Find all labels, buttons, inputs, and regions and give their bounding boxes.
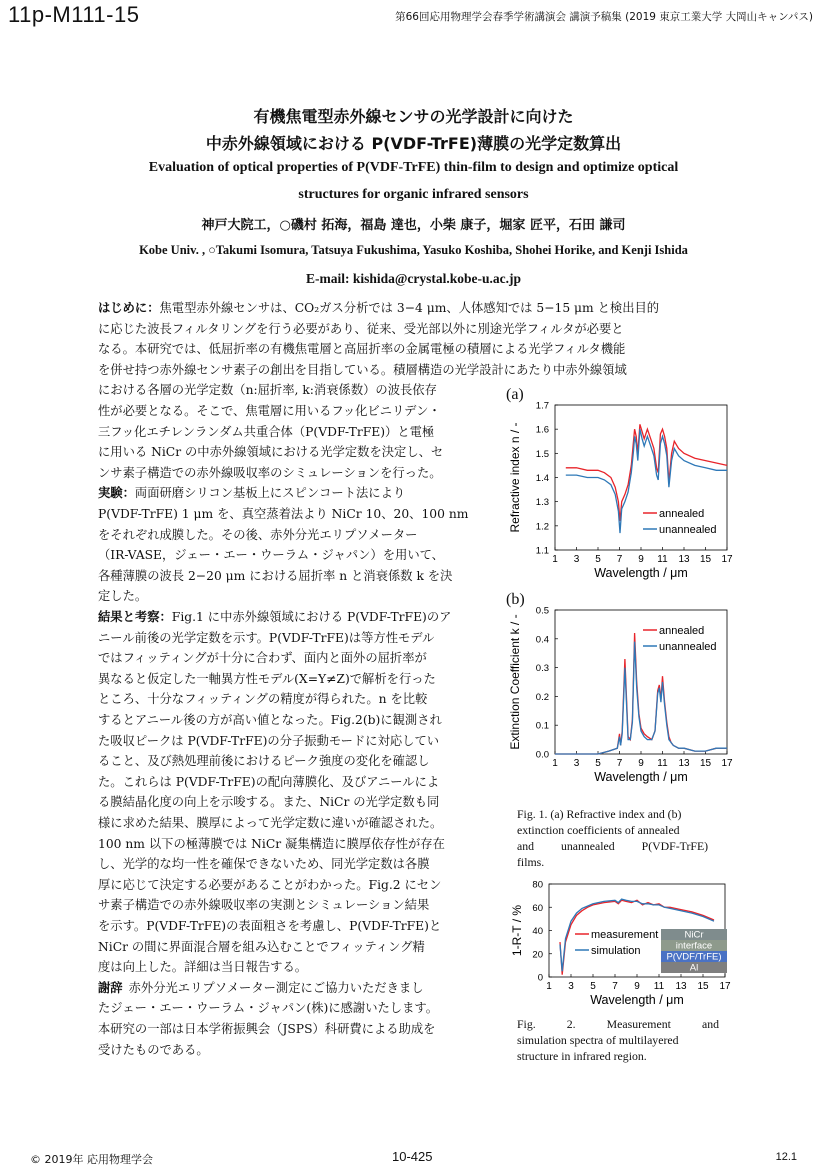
body-line-text: するとアニール後の方が高い値となった。Fig.2(b)に観測され <box>98 713 442 727</box>
x-tick-label: 3 <box>573 554 580 565</box>
y-tick-label: 0 <box>537 972 543 984</box>
title-jp-line2: 中赤外線領域における P(VDF-TrFE)薄膜の光学定数算出 <box>205 134 622 153</box>
body-line-text: Fig.1 に中赤外線領域における P(VDF-TrFE)のア <box>171 610 452 624</box>
fig1a-chart <box>505 385 735 595</box>
y-tick-label: 40 <box>532 926 543 937</box>
panel-b-label: (b) <box>506 591 525 608</box>
email: E-mail: kishida@crystal.kobe-u.ac.jp <box>305 271 522 286</box>
authors-en: Kobe Univ. , ○Takumi Isomura, Tatsuya Fukushima, Yasuko Koshiba, Shohei Horike, and Kenji Ishida <box>139 243 688 257</box>
y-tick-label: 1.7 <box>535 400 549 412</box>
body-line <box>98 939 425 956</box>
conference-header: 第66回応用物理学会春季学術講演会 講演予稿集 (2019 東京工業大学 大岡山キャンパス) <box>395 11 813 23</box>
body-line <box>98 362 627 379</box>
body-line-text: 赤外分光エリプソメーター測定にご協力いただきまし <box>128 980 424 995</box>
section-heading: 実験： <box>98 486 135 501</box>
fig1-caption-line: extinction coefficients of annealed <box>517 823 680 837</box>
x-tick-label: 7 <box>616 554 623 565</box>
body-line <box>98 630 434 647</box>
x-tick-label: 3 <box>568 981 574 992</box>
body-line <box>98 609 451 626</box>
legend-label: annealed <box>659 508 705 520</box>
body-line <box>98 1042 209 1059</box>
legend-label: simulation <box>591 945 641 957</box>
body-line-text: NiCr の間に界面混合層を組み込むことでフィッティング精 <box>98 939 425 954</box>
x-tick-label: 1 <box>552 758 558 769</box>
authors-jp: 神戸大院工，○磯村 拓海，福島 達也，小柴 康子，堀家 匠平，石田 謙司 <box>201 218 626 233</box>
body-line <box>98 856 430 873</box>
x-tick-label: 11 <box>657 554 668 565</box>
body-line-text: ところ、十分なフィッティングの精度が得られた。n を比較 <box>98 692 428 707</box>
x-tick-label: 17 <box>721 554 733 565</box>
body-line-text: 本研究の一部は日本学術振興会（JSPS）科研費による助成を <box>98 1022 436 1036</box>
section-heading: はじめに： <box>98 301 160 315</box>
body-line <box>98 650 427 667</box>
body-line-text: ニール前後の光学定数を示す。P(VDF-TrFE)は等方性モデル <box>98 630 435 645</box>
x-tick-label: 7 <box>612 981 618 992</box>
x-axis-label: Wavelength / μm <box>594 770 688 784</box>
body-line <box>98 959 307 976</box>
body-line-text: たジェー・エー・ウーラム・ジャパン(株)に感謝いたします。 <box>98 1001 439 1016</box>
body-line-text: 様に求めた結果、膜厚によって光学定数に違いが確認された。 <box>98 816 443 830</box>
y-tick-label: 0.5 <box>535 605 549 617</box>
body-line-text: ること、及び熱処理前後におけるピーク強度の変化を確認し <box>98 754 430 769</box>
x-tick-label: 7 <box>616 758 623 769</box>
body-line-text: 異なると仮定した一軸異方性モデル(X=Y≠Z)で解析を行った <box>98 671 436 686</box>
body-line-text: た。これらは P(VDF-TrFE)の配向薄膜化、及びアニールによ <box>98 774 440 789</box>
body-line <box>98 712 442 729</box>
x-tick-label: 13 <box>678 758 690 769</box>
x-tick-label: 3 <box>573 758 580 769</box>
y-tick-label: 20 <box>532 949 543 961</box>
body-line-text: 定した。 <box>98 589 148 604</box>
y-tick-label: 1.1 <box>535 545 549 557</box>
body-line-text: た吸収ピークは P(VDF-TrFE)の分子振動モードに対応してい <box>98 733 440 748</box>
body-line <box>98 403 441 420</box>
body-line <box>98 918 441 935</box>
body-line <box>98 485 405 502</box>
body-line-text: 焦電型赤外線センサは、CO₂ガス分析では 3−4 μm、人体感知では 5−15 μm と検出目的 <box>159 301 660 315</box>
footer-page: 10-425 <box>392 1149 433 1164</box>
body-line <box>98 506 468 523</box>
y-axis-label: 1-R-T / % <box>510 904 524 957</box>
x-tick-label: 5 <box>590 981 596 992</box>
title-en-line2: structures for organic infrared sensors <box>298 187 529 202</box>
x-tick-label: 15 <box>699 758 712 769</box>
y-axis-label: Refractive index n / - <box>508 422 522 533</box>
body-line-text: 受けたものである。 <box>98 1042 209 1057</box>
stack-layer-label: P(VDF/TrFE) <box>666 951 722 963</box>
x-tick-label: 15 <box>699 554 712 565</box>
y-tick-label: 1.4 <box>535 473 549 484</box>
fig1-caption-line: and unannealed P(VDF-TrFE) <box>517 839 709 853</box>
y-tick-label: 60 <box>532 902 543 914</box>
body-line-text: をそれぞれ成膜した。その後、赤外分光エリプソメーター <box>98 527 418 542</box>
body-line <box>98 815 442 832</box>
fig2-caption-line: structure in infrared region. <box>517 1049 647 1063</box>
series-line-unannealed <box>555 642 727 754</box>
y-tick-label: 0.3 <box>535 663 549 675</box>
legend-label: unannealed <box>659 641 717 653</box>
body-line-text: を併せ持つ赤外線センサ素子の創出を目指している。積層構造の光学設計にあたり中赤外線領域 <box>98 362 627 377</box>
body-line <box>98 300 659 317</box>
y-tick-label: 1.6 <box>535 424 549 436</box>
x-tick-label: 9 <box>638 758 644 769</box>
x-tick-label: 5 <box>595 758 601 769</box>
x-tick-label: 13 <box>675 981 687 992</box>
paper-id: 11p-M111-15 <box>8 2 140 27</box>
y-tick-label: 0.0 <box>535 749 549 761</box>
y-tick-label: 1.3 <box>535 497 549 509</box>
body-line <box>98 897 429 914</box>
x-axis-label: Wavelength / μm <box>590 993 684 1007</box>
stack-layer-label: NiCr <box>684 929 704 941</box>
body-line <box>98 547 444 564</box>
body-line-text: に応じた波長フィルタリングを行う必要があり、従来、受光部以外に別途光学フィルタが必要と <box>98 321 624 336</box>
body-line-text: ンサ素子構造での赤外線吸収率のシミュレーションを行った。 <box>98 465 442 480</box>
footer-version: 12.1 <box>775 1151 797 1163</box>
y-tick-label: 1.5 <box>535 448 549 460</box>
fig1-caption-line: Fig. 1. (a) Refractive index and (b) <box>517 807 682 821</box>
fig1-caption-line: films. <box>517 855 545 869</box>
x-tick-label: 17 <box>719 981 731 992</box>
legend-label: annealed <box>659 625 705 637</box>
body-line-text: に用いる NiCr の中赤外線領域における光学定数を決定し、セ <box>98 445 444 460</box>
body-line <box>98 877 441 894</box>
body-line <box>98 465 442 482</box>
x-tick-label: 5 <box>595 554 601 565</box>
body-line <box>98 444 443 461</box>
body-line-text: 性が必要となる。そこで、焦電層に用いるフッ化ビニリデン・ <box>98 404 441 418</box>
body-line <box>98 691 427 708</box>
section-heading: 結果と考察： <box>98 610 172 624</box>
body-line <box>98 794 439 811</box>
x-tick-label: 9 <box>634 981 640 992</box>
y-tick-label: 0.1 <box>535 720 549 732</box>
body-line-text: し、光学的な均一性を確保できないため、同光学定数は各膜 <box>98 857 430 872</box>
x-tick-label: 9 <box>638 554 644 565</box>
body-line-text: P(VDF-TrFE) 1 μm を、真空蒸着法より NiCr 10、20、100 nm <box>98 507 469 521</box>
body-line <box>98 568 452 585</box>
body-line <box>98 836 445 853</box>
legend-label: unannealed <box>659 524 717 536</box>
body-line-text: 厚に応じて決定する必要があることがわかった。Fig.2 にセン <box>98 877 442 892</box>
y-tick-label: 1.2 <box>535 521 549 533</box>
title-jp-line1: 有機焦電型赤外線センサの光学設計に向けた <box>253 107 574 126</box>
y-axis-label: Extinction Coefficient k / - <box>508 614 522 750</box>
title-en-line1: Evaluation of optical properties of P(VDF-TrFE) thin-film to design and optimize optical <box>148 160 679 175</box>
footer-copyright: © 2019年 応用物理学会 <box>30 1153 153 1166</box>
fig2-caption-line: Fig. 2. Measurement and <box>517 1017 719 1031</box>
y-tick-label: 0.2 <box>535 691 549 703</box>
stack-layer-label: interface <box>675 940 713 952</box>
body-line-text: る膜結晶化度の向上を示唆する。また、NiCr の光学定数も同 <box>98 795 440 810</box>
body-line <box>98 341 625 358</box>
fig1-caption <box>517 806 719 870</box>
legend-label: measurement <box>591 929 659 941</box>
body-line <box>98 980 424 997</box>
section-heading: 謝辞 <box>98 980 123 995</box>
x-tick-label: 11 <box>657 758 668 769</box>
body-line-text: 100 nm 以下の極薄膜では NiCr 凝集構造に膜厚依存性が存在 <box>98 836 445 851</box>
stack-layer-label: Al <box>689 962 699 974</box>
x-tick-label: 1 <box>546 981 552 992</box>
fig2-caption <box>517 1016 719 1064</box>
fig2-caption-line: simulation spectra of multilayered <box>517 1033 679 1047</box>
x-tick-label: 11 <box>653 981 665 992</box>
body-line <box>98 321 624 338</box>
body-line <box>98 671 436 688</box>
body-line-text: なる。本研究では、低屈折率の有機焦電層と高屈折率の金属電極の積層による光学フィルタ機能 <box>98 342 626 357</box>
x-tick-label: 1 <box>552 554 558 565</box>
body-line-text: における各層の光学定数（n:屈折率, k:消衰係数）の波長依存 <box>98 383 437 398</box>
body-line <box>98 382 437 399</box>
body-line-text: 三フッ化エチレンランダム共重合体（P(VDF-TrFE)）と電極 <box>98 424 435 439</box>
body-line-text: 各種薄膜の波長 2−20 μm における屈折率 n と消衰係数 k を決 <box>98 568 453 583</box>
body-line <box>98 424 434 441</box>
fig1b-chart <box>505 592 735 802</box>
fig2-chart <box>505 872 735 1014</box>
x-tick-label: 13 <box>678 554 690 565</box>
body-line-text: （IR-VASE，ジェー・エー・ウーラム・ジャパン）を用いて、 <box>98 548 444 563</box>
body-line <box>98 774 439 791</box>
body-line-text: 度は向上した。詳細は当日報告する。 <box>98 960 308 975</box>
body-line <box>98 733 439 750</box>
body-line <box>98 527 417 544</box>
body-line-text: 両面研磨シリコン基板上にスピンコート法により <box>134 486 406 501</box>
x-tick-label: 17 <box>721 758 733 769</box>
body-line-text: ではフィッティングが十分に合わず、面内と面外の屈折率が <box>98 651 427 666</box>
x-axis-label: Wavelength / μm <box>594 566 688 580</box>
body-line-text: を示す。P(VDF-TrFE)の表面粗さを考慮し、P(VDF-TrFE)と <box>98 919 442 933</box>
x-tick-label: 15 <box>697 981 709 992</box>
y-tick-label: 80 <box>532 879 543 891</box>
body-line <box>98 1021 435 1038</box>
body-line <box>98 753 430 770</box>
panel-a-label: (a) <box>506 386 524 403</box>
y-tick-label: 0.4 <box>535 634 549 646</box>
body-line <box>98 588 147 605</box>
body-line-text: サ素子構造での赤外線吸収率の実測とシミュレーション結果 <box>98 898 430 913</box>
body-line <box>98 1000 438 1017</box>
